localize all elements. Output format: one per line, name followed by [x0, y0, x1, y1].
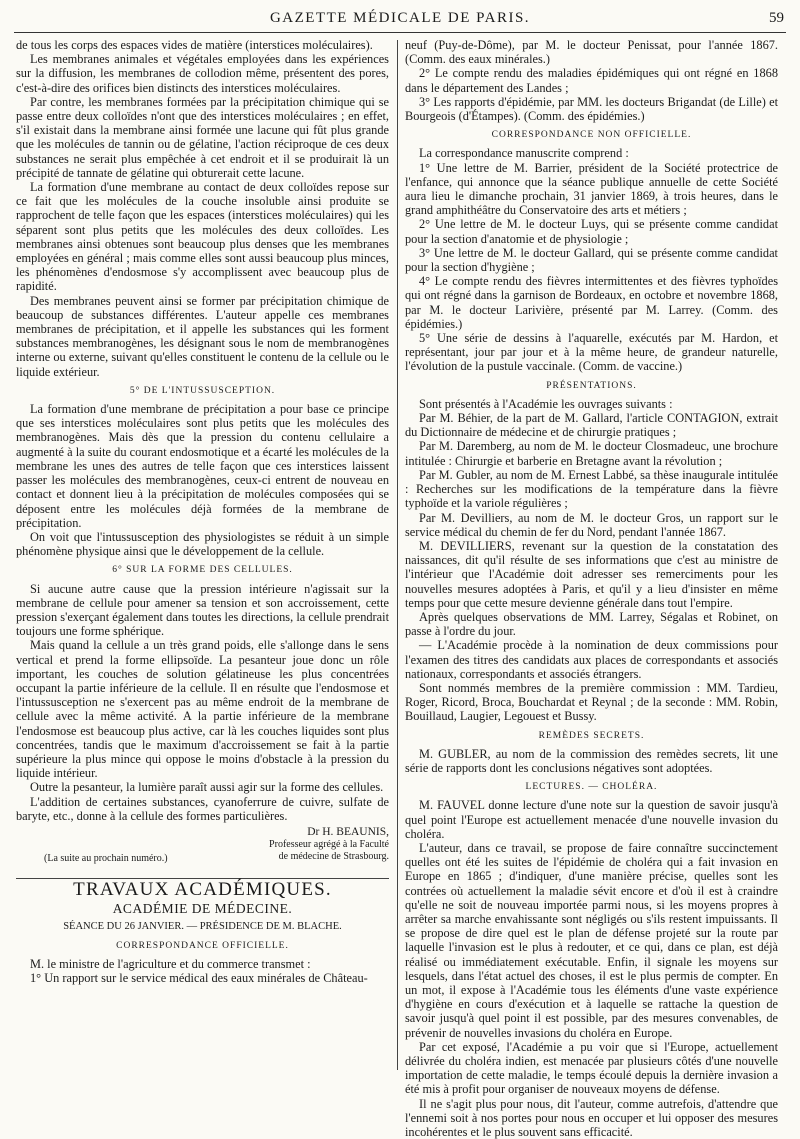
author-title: Professeur agrégé à la Faculté	[269, 839, 389, 851]
section-heading: REMÈDES SECRETS.	[538, 730, 645, 741]
paragraph: Par M. Béhier, de la part de M. Gallard, l'article CONTAGION, extrait du Dictionnaire de médecine et de chirurgie pratiques ;	[405, 411, 778, 440]
paragraph: 3° Une lettre de M. le docteur Gallard, qui se présente comme candidat pour la section d'hygiène ;	[405, 245, 778, 275]
right-column	[405, 38, 778, 1139]
paragraph: La formation d'une membrane au contact de deux colloïdes repose sur ce fait que les molécules de la couche insoluble ainsi produite se rapprochent de telle façon que les espaces (interstices moléculaires) qui les séparent sont plus petits que les molécules des deux colloïdes. Les membranes ainsi obtenues sont beaucoup plus denses que les membranes employées en général ; mais comme elles sont aussi beaucoup plus minces, les phénomènes d'endosmose s'y accomplissent avec beaucoup plus de rapidité.	[16, 180, 389, 294]
author-signature: Dr H. BEAUNIS,	[307, 825, 389, 838]
section-heading: 5° DE L'INTUSSUSCEPTION.	[129, 385, 276, 396]
paragraph: L'auteur, dans ce travail, se propose de faire connaître succinctement quelles ont été les suites de l'épidémie de choléra qui a fait invasion en Europe en 1865 ; d'indiquer, d'une manière précise, quelles sont les contrées où actuellement la maladie sévit encore et d'où il est à craindre qu'elle ne soit de nouveau importée parmi nous, si les moyens propres à arrêter sa marche envahissante sont négligés ou s'ils restent impuissants. Il se propose de dire quel est le plan de défense projeté sur la route par laquelle l'invasion est le plus à redouter, et ce qui, dans ce plan, est déjà réalisé ou immédiatement exécutable. Enfin, il signale les moyens sur lesquels, dans l'état actuel des choses, il est le plus permis de compter. En un mot, il expose à l'Académie tous les éléments d'une vaste expérience d'hygiène en cours d'exécution et à laquelle se rattache la question de savoir jusqu'à quel point il est possible, par des mesures convenables, de prévenir de nouvelles invasions du choléra en Europe.	[405, 840, 778, 1040]
paragraph: 4° Le compte rendu des fièvres intermittentes et des fièvres typhoïdes qui ont régné dans la garnison de Bordeaux, en octobre et novembre 1868, par M. le docteur Larivière, présenté par M. Larrey. (Comm. des épidémies.)	[405, 274, 778, 331]
paragraph: — L'Académie procède à la nomination de deux commissions pour l'examen des titres des candidats aux places de correspondants et associés nationaux, correspondants et associés étrangers.	[405, 638, 778, 681]
paragraph: Il ne s'agit plus pour nous, dit l'auteur, comme autrefois, d'attendre que l'ennemi soit à nos portes pour nous en occuper et lui opposer des mesures incohérentes et le plus souvent sans efficacité.	[405, 1096, 778, 1139]
section-heading: LECTURES. — CHOLÉRA.	[525, 782, 658, 793]
paragraph: M. GUBLER, au nom de la commission des remèdes secrets, lit une série de rapports dont les conclusions négatives sont adoptées.	[405, 746, 778, 775]
section-title: TRAVAUX ACADÉMIQUES.	[73, 879, 332, 901]
journal-title: GAZETTE MÉDICALE DE PARIS.	[269, 10, 531, 26]
paragraph: Après quelques observations de MM. Larrey, Ségalas et Robinet, on passe à l'ordre du jour.	[405, 609, 778, 639]
paragraph: 2° Le compte rendu des maladies épidémiques qui ont régné en 1868 dans le département des Landes ;	[405, 66, 778, 95]
paragraph: de tous les corps des espaces vides de matière (interstices moléculaires).	[16, 38, 373, 52]
section-heading: CORRESPONDANCE NON OFFICIELLE.	[491, 130, 692, 141]
section-heading: CORRESPONDANCE OFFICIELLE.	[116, 940, 289, 951]
section-heading: 6° SUR LA FORME DES CELLULES.	[112, 565, 293, 576]
paragraph: Si aucune autre cause que la pression intérieure n'agissait sur la membrane de cellule pour amener sa tension et son accroissement, cette pression s'exerçant également dans toutes les directions, la cellule prendrait toujours une forme sphérique.	[16, 581, 389, 639]
paragraph: La formation d'une membrane de précipitation a pour base ce principe que ses interstices moléculaires sont plus petits que les molécules des membranogènes. Mais dès que la pression du contenu cellulaire a augmenté à la suite du courant endosmotique et a écarté les molécules de la membrane les unes des autres de telle façon que ces interstices laissent passer les molécules des membranogènes, ceux-ci entrent de nouveau en contact et donnent lieu à la précipitation de molécules composées qui se déposent entre les molécules déjà formées de la membrane de précipitation.	[16, 402, 389, 530]
paragraph: Des membranes peuvent ainsi se former par précipitation chimique de beaucoup de substances différentes. L'auteur appelle ces membranes membranes de précipitation, et il appelle les substances qui les forment substances membranogènes, les désignant sous le nom de membranogènes interne ou externe, suivant qu'elles constituent le contenu de la cellule ou le liquide extérieur.	[16, 293, 389, 379]
paragraph: On voit que l'intussusception des physiologistes se réduit à un simple phénomène physique ainsi que le développement de la cellule.	[16, 529, 389, 559]
paragraph: M. le ministre de l'agriculture et du commerce transmet :	[30, 957, 311, 972]
paragraph: 3° Les rapports d'épidémie, par MM. les docteurs Brigandat (de Lille) et Bourgeois (d'Étampes). (Comm. des épidémies.)	[405, 94, 778, 124]
column-divider	[397, 40, 398, 1070]
author-affiliation: de médecine de Strasbourg.	[278, 850, 389, 862]
session-line: SÉANCE DU 26 JANVIER. — PRÉSIDENCE DE M. BLACHE.	[63, 920, 342, 932]
paragraph: Par M. Daremberg, au nom de M. le docteur Closmadeuc, une brochure intitulée : Chirurgie et barberie en Bretagne avant la révolution ;	[405, 439, 778, 468]
paragraph: Les membranes animales et végétales employées dans les expériences sur la diffusion, les membranes de collodion même, présentent des pores, c'est-à-dire des orifices bien distincts des interstices moléculaires.	[16, 52, 389, 95]
paragraph: Par contre, les membranes formées par la précipitation chimique qui se passe entre deux colloïdes n'ont que des interstices moléculaires ; en effet, s'il existait dans la membrane ainsi formée une lacune qui fût plus grande que les molécules de tannin ou de gélatine, l'action réciproque de ces deux substances ne serait plus empêchée à cet endroit et il se produirait là un précipité de tannate de gélatine qui obturerait cette lacune.	[16, 94, 389, 180]
paragraph: Sont présentés à l'Académie les ouvrages suivants :	[419, 396, 673, 411]
paragraph: Par M. Devilliers, au nom de M. le docteur Gros, un rapport sur le service médical du chemin de fer du Nord, pendant l'année 1867.	[405, 510, 778, 539]
paragraph: Sont nommés membres de la première commission : MM. Tardieu, Roger, Ricord, Broca, Bouchardat et Reynal ; de la seconde : MM. Robin, Bouillaud, Laugier, Legouest et Bussy.	[405, 680, 778, 724]
page-number: 59	[769, 10, 784, 26]
page-header	[14, 6, 786, 33]
paragraph: Par M. Gubler, au nom de M. Ernest Labbé, sa thèse inaugurale intitulée : Recherches sur les modifications de la température dans la fièvre typhoïde et la variole régulières ;	[405, 467, 778, 511]
paragraph: 5° Une série de dessins à l'aquarelle, exécutés par M. Hardon, et représentant, jour par jour et à la même heure, de grandeur naturelle, l'évolution de la pustule vaccinale. (Comm. de vaccine.)	[405, 331, 778, 374]
paragraph: La correspondance manuscrite comprend :	[419, 146, 629, 161]
paragraph: Mais quand la cellule a un très grand poids, elle s'allonge dans le sens vertical et prend la forme ellipsoïde. La pesanteur joue donc un rôle important, les couches de solution gélatineuse les plus concentrées occupant la partie inférieure de la cellule. Il en résulte que l'endosmose et l'intussusception ne s'exercent pas au même endroit de la membrane de cellule avec la même activité. A la partie inférieure de la membrane l'endosmose est beaucoup plus active, car là les couches liquides sont plus concentrées, tandis que le maximum d'accroissement se fait à la partie supérieure la plus mince qui oppose le moins d'obstacle à la pression du liquide intérieur.	[16, 638, 389, 781]
paragraph: M. DEVILLIERS, revenant sur la question de la constatation des naissances, dit qu'il résulte de ses informations que c'est au ministre de l'intérieur que l'Académie doit adresser ses remerciments pour les nouvelles mesures adoptées à Paris, et qu'il y a lieu d'insister en même temps pour que cette mesure devienne générale dans tout l'empire.	[405, 538, 778, 610]
left-column	[16, 38, 389, 1074]
paragraph: 2° Une lettre de M. le docteur Luys, qui se présente comme candidat pour la section d'anatomie et de physiologie ;	[405, 217, 778, 246]
continuation-note: (La suite au prochain numéro.)	[44, 853, 168, 865]
section-heading: PRÉSENTATIONS.	[546, 380, 637, 391]
academy-title: ACADÉMIE DE MÉDECINE.	[112, 900, 293, 916]
paragraph: Par cet exposé, l'Académie a pu voir que si l'Europe, actuellement délivrée du choléra indien, est menacée par plusieurs côtés d'une nouvelle importation de cette maladie, le temps écoulé depuis la dernière invasion a été mis à profit pour organiser de nouveaux moyens de défense.	[405, 1039, 778, 1097]
paragraph: 1° Une lettre de M. Barrier, président de la Société protectrice de l'enfance, qui annonce que la séance publique annuelle de cette Société aura lieu le dimanche prochain, 31 janvier 1869, à trois heures, dans le grand amphithéâtre du Conservatoire des arts et métiers ;	[405, 160, 778, 218]
paragraph: 1° Un rapport sur le service médical des eaux minérales de Château-	[30, 971, 368, 986]
paragraph: neuf (Puy-de-Dôme), par M. le docteur Penissat, pour l'année 1867. (Comm. des eaux minérales.)	[405, 38, 778, 67]
paragraph: Outre la pesanteur, la lumière paraît aussi agir sur la forme des cellules.	[30, 780, 384, 795]
paragraph: M. FAUVEL donne lecture d'une note sur la question de savoir jusqu'à quel point l'Europe est actuellement menacée d'une nouvelle invasion du choléra.	[405, 798, 778, 841]
paragraph: L'addition de certaines substances, cyanoferrure de cuivre, sulfate de baryte, etc., donne à la cellule des formes particulières.	[16, 794, 389, 823]
